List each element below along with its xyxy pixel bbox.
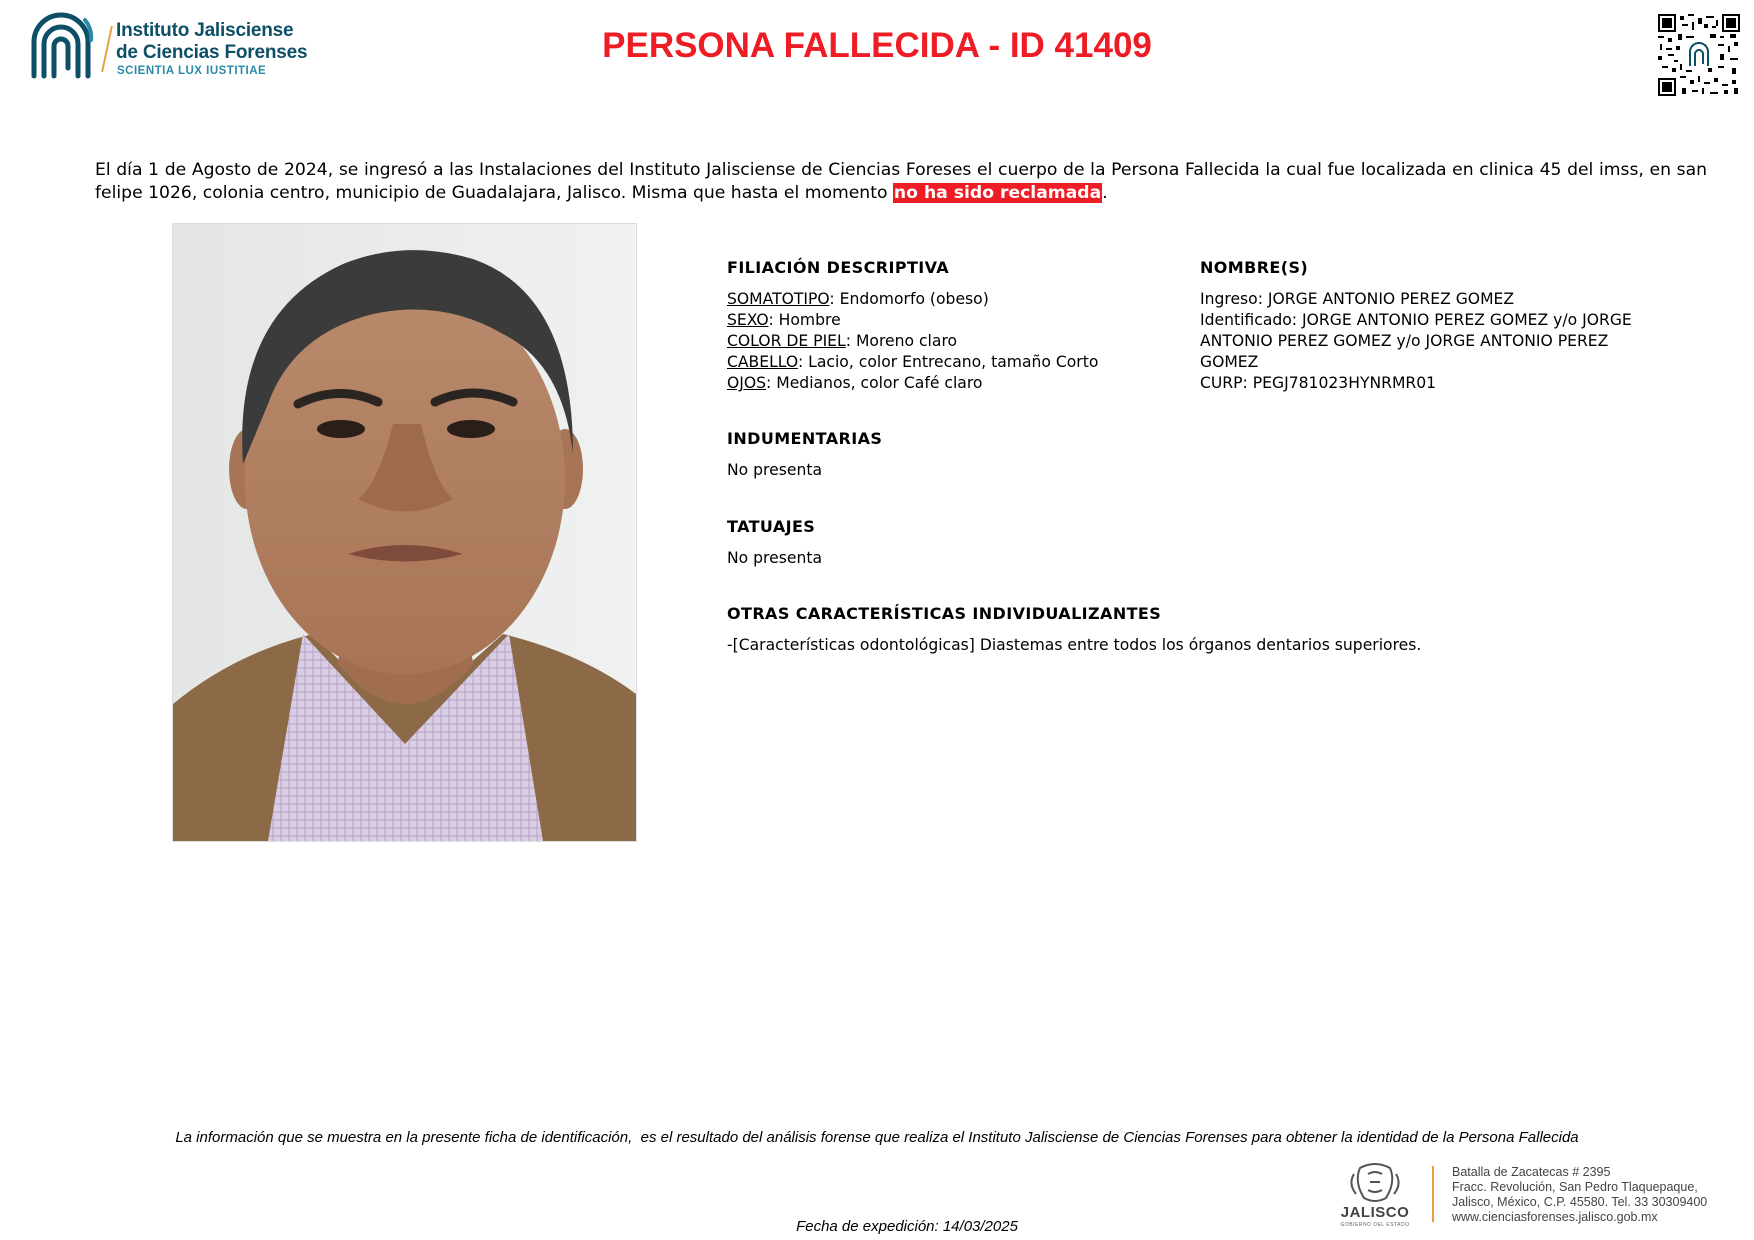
- filiacion-row: [727, 289, 1167, 310]
- nombre-identificado: Identificado: JORGE ANTONIO PEREZ GOMEZ y/o JORGE ANTONIO PEREZ GOMEZ y/o JORGE ANTONIO PEREZ GOMEZ: [1200, 311, 1632, 371]
- jalisco-wordmark: JALISCO: [1340, 1204, 1410, 1221]
- filiacion-row: [727, 352, 1167, 373]
- curp: CURP: PEGJ781023HYNRMR01: [1200, 374, 1437, 392]
- ojos-value: : Medianos, color Café claro: [766, 374, 983, 392]
- nombres-heading: NOMBRE(S): [1200, 258, 1309, 277]
- ojos-label: OJOS: [727, 374, 767, 392]
- sexo-value: : Hombre: [768, 311, 841, 329]
- page-title: PERSONA FALLECIDA - ID 41409: [602, 26, 1152, 65]
- filiacion-heading: FILIACIÓN DESCRIPTIVA: [727, 258, 950, 277]
- indumentarias-section: [727, 429, 1627, 481]
- filiacion-section: [727, 258, 1167, 394]
- status-badge: no ha sido reclamada: [893, 183, 1102, 203]
- nombre-ingreso: Ingreso: JORGE ANTONIO PEREZ GOMEZ: [1200, 290, 1515, 308]
- color-piel-value: : Moreno claro: [845, 332, 958, 350]
- otras-section: [727, 604, 1627, 656]
- filiacion-row: [727, 331, 1167, 352]
- org-motto: SCIENTIA LUX IUSTITIAE: [117, 65, 267, 77]
- qr-code-icon: [1658, 14, 1740, 96]
- address-line: Jalisco, México, C.P. 45580. Tel. 33 30309400: [1452, 1195, 1708, 1209]
- tatuajes-heading: TATUAJES: [727, 517, 816, 536]
- org-name-line2: de Ciencias Forenses: [116, 42, 308, 63]
- filiacion-row: [727, 373, 1167, 394]
- indumentarias-text: No presenta: [727, 461, 822, 479]
- otras-text: -[Características odontológicas] Diastemas entre todos los órganos dentarios superiores.: [727, 636, 1422, 654]
- address-line: Fracc. Revolución, San Pedro Tlaquepaque,: [1452, 1180, 1698, 1194]
- website-link: www.cienciasforenses.jalisco.gob.mx: [1452, 1210, 1658, 1224]
- filiacion-row: [727, 310, 1167, 331]
- deceased-photo: [172, 223, 637, 842]
- nombres-section: [1200, 258, 1660, 394]
- address-line: Batalla de Zacatecas # 2395: [1452, 1165, 1611, 1179]
- color-piel-label: COLOR DE PIEL: [727, 332, 846, 350]
- intro-paragraph: [95, 159, 1707, 205]
- somatotipo-label: SOMATOTIPO: [727, 290, 830, 308]
- issue-date: Fecha de expedición: 14/03/2025: [796, 1218, 1018, 1235]
- tatuajes-text: No presenta: [727, 549, 822, 567]
- cabello-value: : Lacio, color Entrecano, tamaño Corto: [797, 353, 1099, 371]
- cabello-label: CABELLO: [727, 353, 798, 371]
- portrait-image: [173, 224, 636, 841]
- intro-text: El día 1 de Agosto de 2024, se ingresó a las Instalaciones del Instituto Jalisciense de Ciencias Foreses el cuerpo de la Persona Fallecida la cual fue localizada en clinica 45 del imss, en san felipe 1026, colonia centro, municipio de Guadalajara, Jalisco. Misma que hasta el momento: [95, 160, 1707, 203]
- otras-heading: OTRAS CARACTERÍSTICAS INDIVIDUALIZANTES: [727, 604, 1162, 623]
- tatuajes-section: [727, 517, 1627, 569]
- disclaimer: La información que se muestra en la presente ficha de identificación, es el resultado del análisis forense que realiza el Instituto Jalisciense de Ciencias Forenses para obtener la identidad de la Persona Fallecida: [175, 1129, 1579, 1146]
- intro-end: .: [1102, 183, 1108, 203]
- org-name-line1: Instituto Jalisciense: [116, 20, 294, 41]
- jalisco-subtitle: GOBIERNO DEL ESTADO: [1340, 1222, 1410, 1228]
- indumentarias-heading: INDUMENTARIAS: [727, 429, 883, 448]
- somatotipo-value: : Endomorfo (obeso): [829, 290, 989, 308]
- sexo-label: SEXO: [727, 311, 769, 329]
- address-block: [1452, 1165, 1752, 1225]
- footer-divider: [1432, 1166, 1434, 1222]
